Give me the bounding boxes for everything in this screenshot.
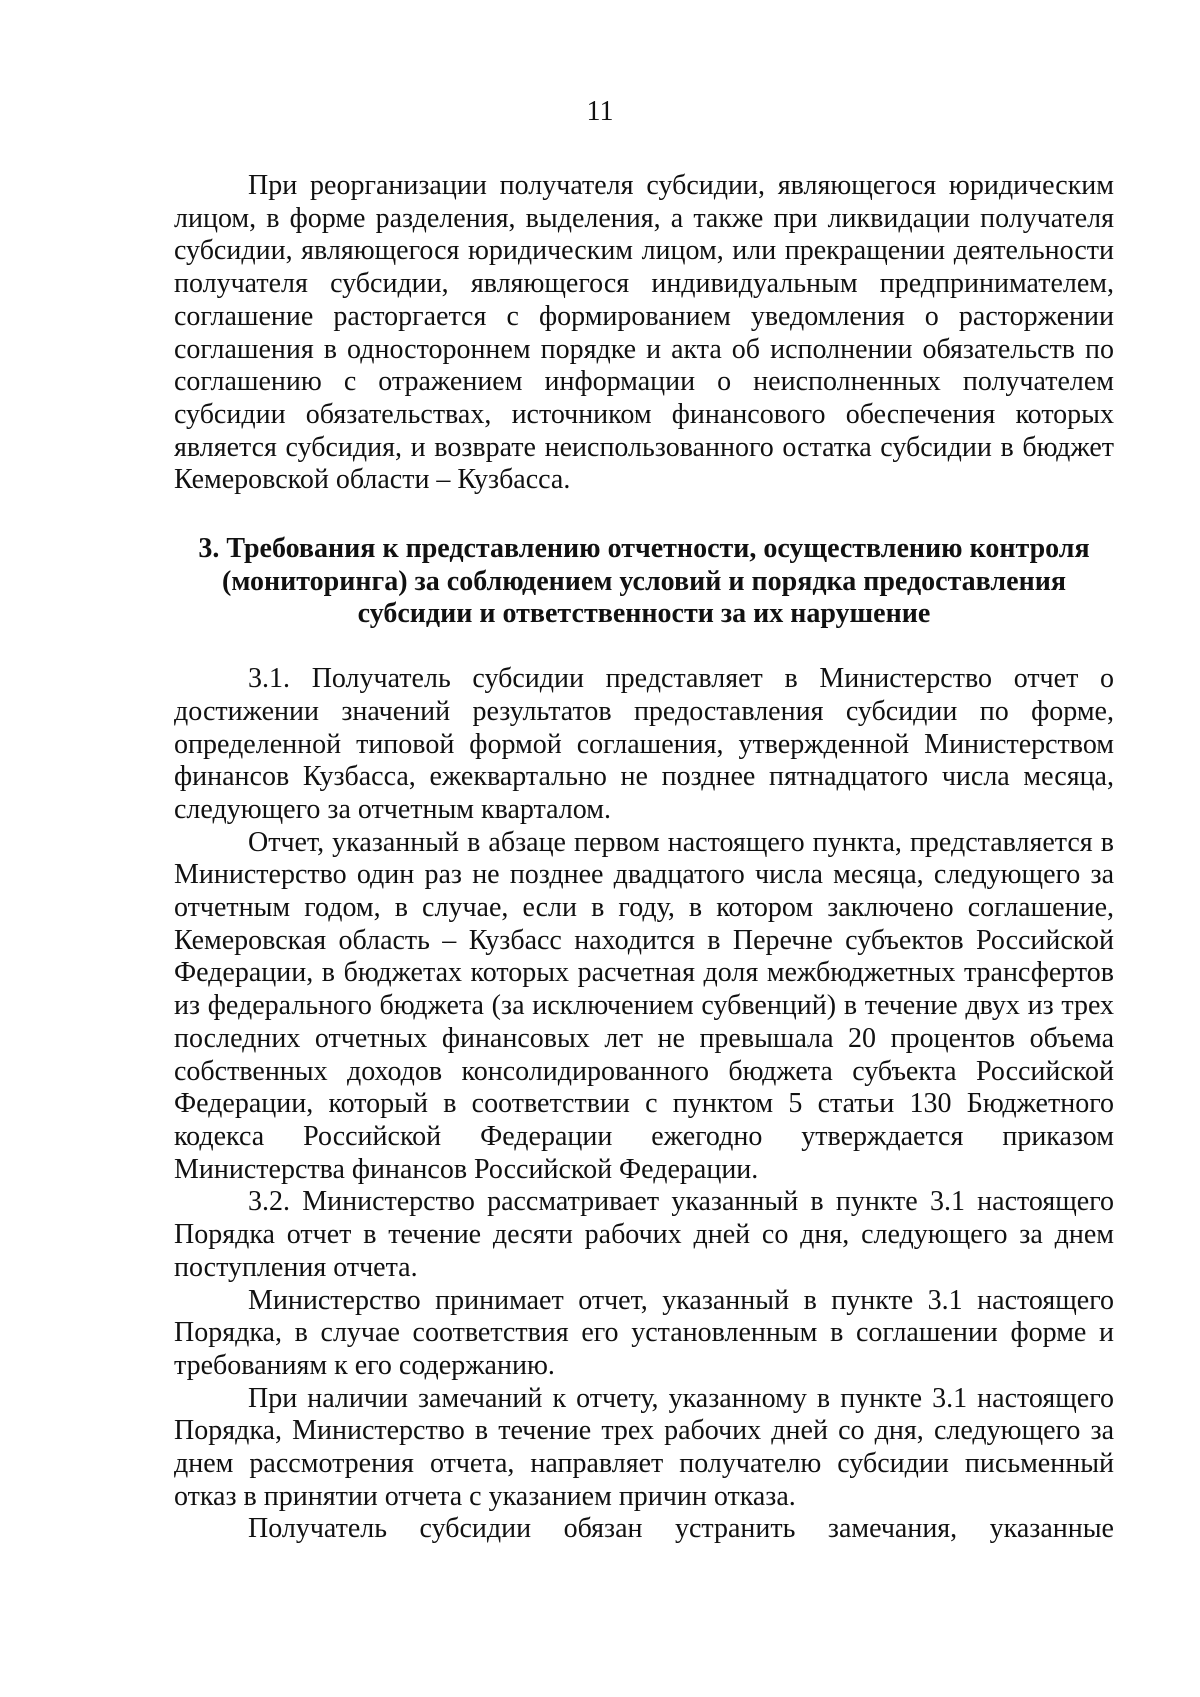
document-body xyxy=(174,170,1114,1546)
section-heading-line: (мониторинга) за соблюдением условий и порядка предоставления xyxy=(222,565,1066,597)
paragraph-3-1: 3.1. Получатель субсидии представляет в Министерство отчет о достижении значений результатов предоставления субсидии по форме, определенной типовой формой соглашения, утвержденной Министерством финансов Кузбасса, ежеквартально не позднее пятнадцатого числа месяца, следующего за отчетным кварталом. xyxy=(174,663,1114,825)
paragraph-report-annual: Отчет, указанный в абзаце первом настоящего пункта, представляется в Министерство один раз не позднее двадцатого числа месяца, следующего за отчетным годом, в случае, если в году, в котором заключено соглашение, Кемеровская область – Кузбасс находится в Перечне субъектов Российской Федерации, в бюджетах которых расчетная доля межбюджетных трансфертов из федерального бюджета (за исключением субвенций) в течение двух из трех последних отчетных финансовых лет не превышала 20 процентов объема собственных доходов консолидированного бюджета субъекта Российской Федерации, который в соответствии с пунктом 5 статьи 130 Бюджетного кодекса Российской Федерации ежегодно утверждается приказом Министерства финансов Российской Федерации. xyxy=(174,826,1114,1185)
paragraph-3-2: 3.2. Министерство рассматривает указанный в пункте 3.1 настоящего Порядка отчет в течение десяти рабочих дней со дня, следующего за днем поступления отчета. xyxy=(174,1186,1114,1283)
page-number: 11 xyxy=(586,96,614,127)
paragraph-remarks-fix: Получатель субсидии обязан устранить замечания, указанные xyxy=(248,1513,1114,1545)
section-heading-line: субсидии и ответственности за их нарушение xyxy=(357,598,931,630)
paragraph-reorganization: При реорганизации получателя субсидии, являющегося юридическим лицом, в форме разделения, выделения, а также при ликвидации получателя субсидии, являющегося юридическим лицом, или прекращении деятельности получателя субсидии, являющегося индивидуальным предпринимателем, соглашение расторгается с формированием уведомления о расторжении соглашения в одностороннем порядке и акта об исполнении обязательств по соглашению с отражением информации о неисполненных получателем субсидии обязательствах, источником финансового обеспечения которых является субсидия, и возврате неиспользованного остатка субсидии в бюджет Кемеровской области – Кузбасса. xyxy=(174,170,1114,496)
paragraph-report-remarks: При наличии замечаний к отчету, указанному в пункте 3.1 настоящего Порядка, Министерство в течение трех рабочих дней со дня, следующего за днем рассмотрения отчета, направляет получателю субсидии письменный отказ в принятии отчета с указанием причин отказа. xyxy=(174,1382,1114,1512)
paragraph-report-acceptance: Министерство принимает отчет, указанный в пункте 3.1 настоящего Порядка, в случае соответствия его установленным в соглашении форме и требованиям к его содержанию. xyxy=(174,1284,1114,1381)
section-heading-line: 3. Требования к представлению отчетности, осуществлению контроля xyxy=(198,533,1090,565)
section-heading xyxy=(174,533,1114,631)
